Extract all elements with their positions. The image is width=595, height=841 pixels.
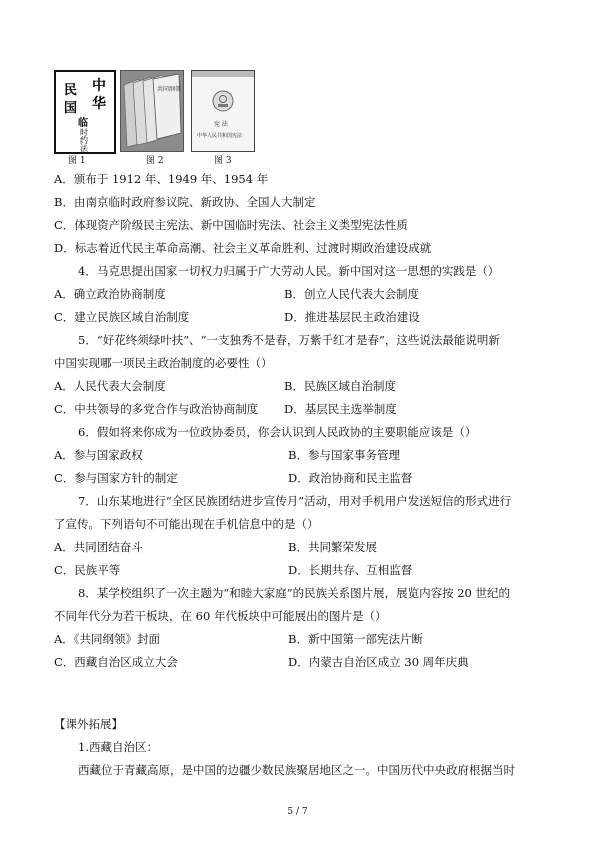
fig3-cover-sub: 中华人民共和国宪法 — [197, 133, 243, 139]
fig1-char-3: 民 — [64, 83, 78, 98]
booklets-photo — [121, 71, 183, 151]
q6-stem: 6．假如将来你成为一位政协委员，你会认识到人民政协的主要职能应该是（） — [78, 425, 477, 439]
q4-stem: 4．马克思提出国家一切权力归属于广大劳动人民。新中国对这一思想的实践是（） — [78, 264, 500, 278]
figure-1-caption: 图 1 — [68, 156, 86, 166]
q5-stem-line-2: 中国实现哪一项民主政治制度的必要性（） — [54, 356, 273, 370]
q3-option-c: C．体现资产阶级民主宪法、新中国临时宪法、社会主义类型宪法性质 — [54, 218, 408, 232]
q6-option-c: C．参与国家方针的制定 — [54, 471, 178, 485]
q7-stem-line-2: 了宣传。下列语句不可能出现在手机信息中的是（） — [54, 517, 319, 531]
q7-stem-line-1: 7．山东某地进行“全区民族团结进步宣传月”活动，用对手机用户发送短信的形式进行 — [78, 494, 512, 508]
fig1-char-6: 时 — [80, 128, 88, 137]
fig1-char-8: 法 — [80, 144, 88, 152]
q8-stem-line-1: 8．某学校组织了一次主题为“和睦大家庭”的民族关系图片展，展览内容按 20 世纪的 — [78, 586, 511, 600]
fig1-char-1: 中 — [92, 78, 106, 94]
q3-option-d: D．标志着近代民主革命高潮、社会主义革命胜利、过渡时期政治建设成就 — [54, 241, 432, 255]
page-number: 5 / 7 — [287, 807, 308, 817]
q5-option-d: D．基层民主选举制度 — [284, 402, 397, 416]
fig1-char-2: 华 — [92, 96, 106, 112]
q3-option-b: B．由南京临时政府参议院、新政协、全国人大制定 — [54, 195, 316, 209]
q4-option-b: B．创立人民代表大会制度 — [284, 287, 419, 301]
extension-heading: 【课外拓展】 — [54, 717, 123, 731]
fig3-cover-title: 宪 法 — [214, 121, 228, 128]
q4-option-d: D．推进基层民主政治建设 — [284, 310, 420, 324]
q8-option-c: C．西藏自治区成立大会 — [54, 655, 178, 669]
figure-2-image — [120, 70, 184, 152]
q7-option-b: B．共同繁荣发展 — [288, 540, 377, 554]
q5-option-b: B．民族区域自治制度 — [284, 379, 396, 393]
calligraphy-decoration — [56, 72, 114, 152]
extension-item-1: 1.西藏自治区： — [78, 740, 158, 754]
q4-option-a: A．确立政治协商制度 — [54, 287, 166, 301]
figure-1-image — [54, 70, 116, 154]
fig2-cover-text: 共同纲领 — [157, 86, 182, 93]
national-emblem-icon — [213, 91, 233, 111]
q5-option-c: C．中共领导的多党合作与政治协商制度 — [54, 402, 259, 416]
figure-3-image — [191, 70, 255, 152]
fig1-char-4: 国 — [64, 101, 78, 116]
q8-option-d: D．内蒙古自治区成立 30 周年庆典 — [288, 655, 469, 669]
q8-option-a: A．《共同纲领》封面 — [54, 632, 161, 646]
q6-option-b: B．参与国家事务管理 — [288, 448, 400, 462]
q8-stem-line-2: 不同年代分为若干板块，在 60 年代板块中可能展出的图片是（） — [54, 609, 387, 623]
q4-option-c: C．建立民族区域自治制度 — [54, 310, 190, 324]
fig1-char-7: 约 — [80, 136, 88, 145]
fig1-char-5: 临 — [78, 118, 88, 129]
q7-option-c: C．民族平等 — [54, 563, 121, 577]
extension-paragraph: 西藏位于青藏高原，是中国的边疆少数民族聚居地区之一。中国历代中央政府根据当时 — [78, 763, 515, 777]
q6-option-d: D．政治协商和民主监督 — [288, 471, 413, 485]
q6-option-a: A．参与国家政权 — [54, 448, 143, 462]
q7-option-d: D．长期共存、互相监督 — [288, 563, 413, 577]
q5-option-a: A．人民代表大会制度 — [54, 379, 166, 393]
figure-2-caption: 图 2 — [146, 156, 164, 166]
figure-3-caption: 图 3 — [214, 156, 232, 166]
q5-stem-line-1: 5．“好花终须绿叶扶”、“一支独秀不是春，万紫千红才是春”，这些说法最能说明新 — [78, 333, 500, 347]
constitution-cover-photo — [192, 71, 254, 151]
q7-option-a: A．共同团结奋斗 — [54, 540, 143, 554]
q3-option-a: A．颁布于 1912 年、1949 年、1954 年 — [54, 172, 269, 186]
q8-option-b: B．新中国第一部宪法片断 — [288, 632, 423, 646]
